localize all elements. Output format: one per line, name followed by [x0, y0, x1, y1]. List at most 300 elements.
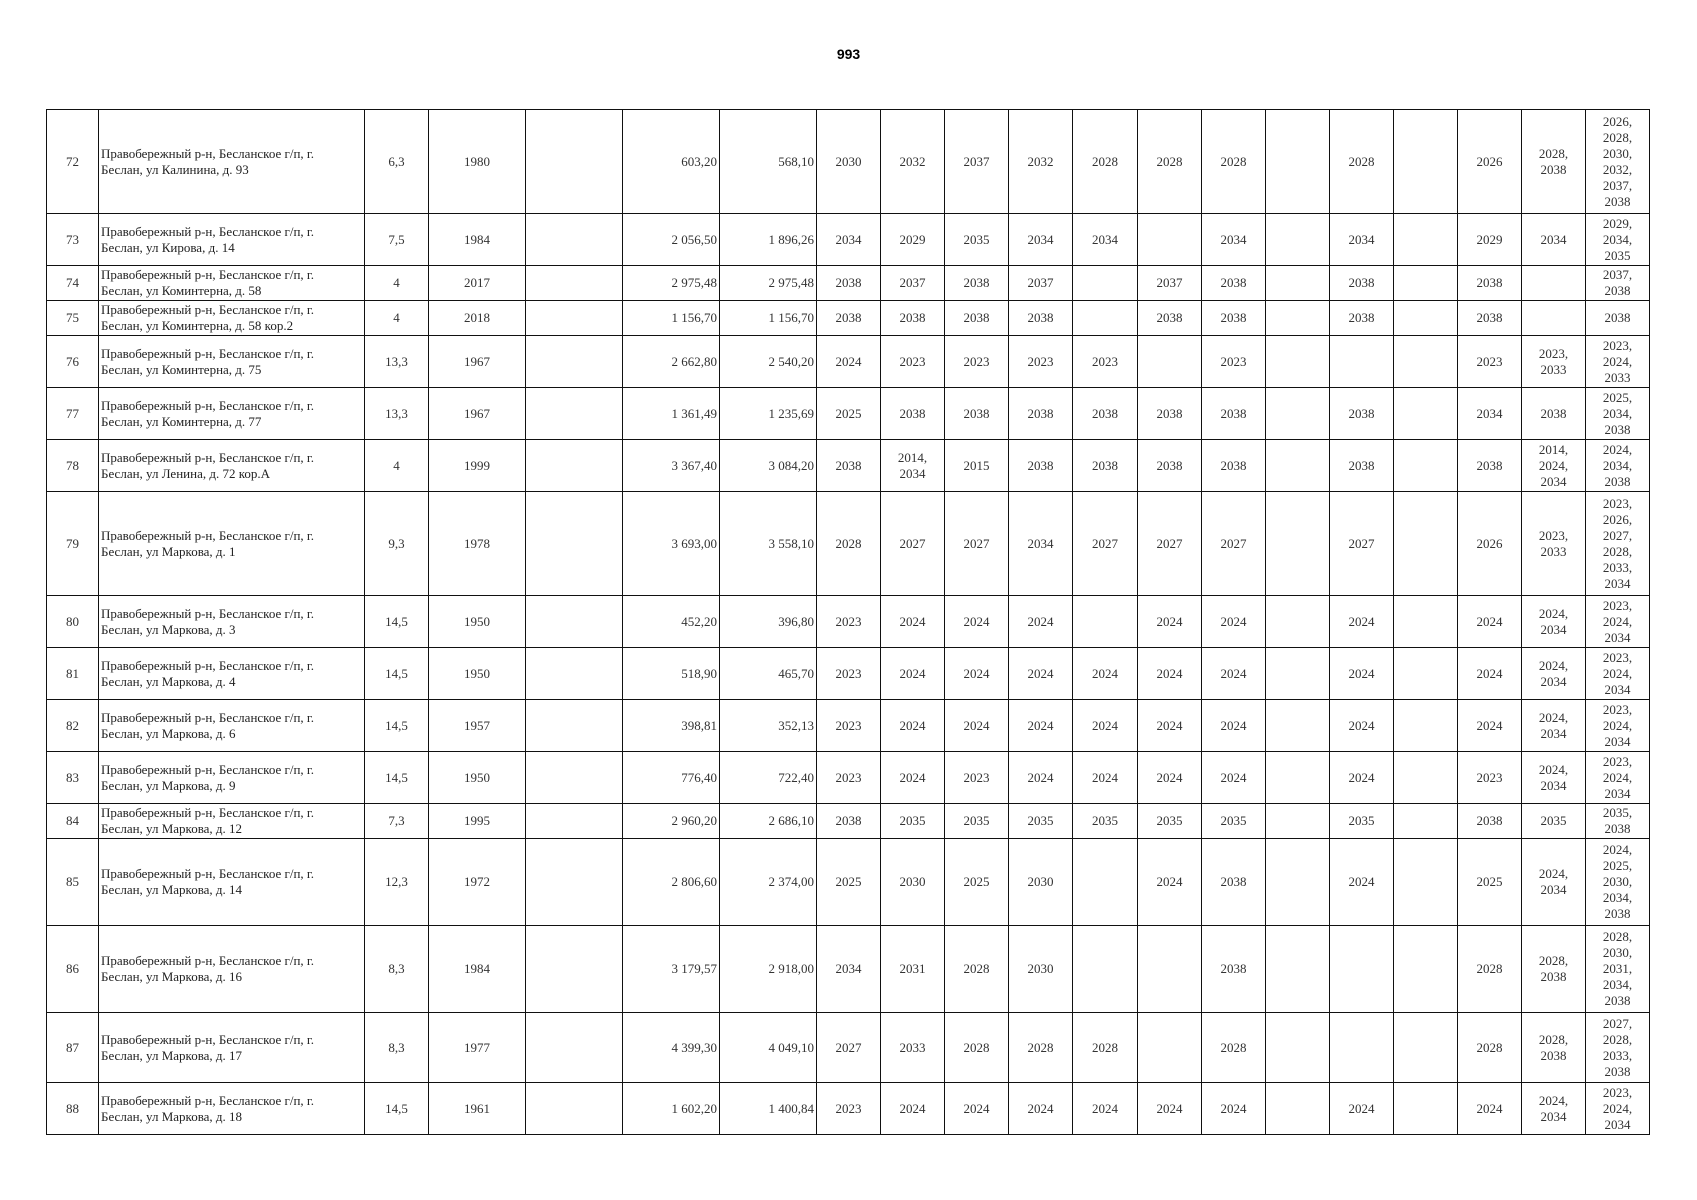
year-cell-c18: 2028, 2030, 2031, 2034, 2038: [1586, 926, 1650, 1013]
group-cell: 14,5: [365, 1083, 429, 1135]
year-cell-c15: [1394, 266, 1458, 301]
year-cell-c9: 2024: [1009, 596, 1073, 648]
year-cell-c16: 2026: [1458, 492, 1522, 596]
row-number-cell: 81: [47, 648, 99, 700]
year-cell-c9: 2037: [1009, 266, 1073, 301]
year-cell-c10: 2028: [1073, 110, 1138, 214]
year-cell-c10: 2035: [1073, 804, 1138, 839]
group-cell: 13,3: [365, 336, 429, 388]
year-cell-c12: 2023: [1202, 336, 1266, 388]
year-cell-c8: 2038: [945, 266, 1009, 301]
year-cell-c13: [1266, 926, 1330, 1013]
year-cell-c6: 2038: [817, 804, 881, 839]
year-built-cell: 2017: [429, 266, 526, 301]
year-cell-c9: 2038: [1009, 388, 1073, 440]
year-cell-c9: 2030: [1009, 839, 1073, 926]
year-cell-c16: 2028: [1458, 926, 1522, 1013]
year-cell-c10: 2038: [1073, 388, 1138, 440]
year-cell-c18: 2035, 2038: [1586, 804, 1650, 839]
living-area-cell: 1 896,26: [720, 214, 817, 266]
year-cell-c15: [1394, 492, 1458, 596]
row-number-cell: 84: [47, 804, 99, 839]
table-row: [47, 301, 1650, 336]
living-area-cell: 2 918,00: [720, 926, 817, 1013]
year-cell-c9: 2038: [1009, 440, 1073, 492]
year-cell-c18: 2027, 2028, 2033, 2038: [1586, 1013, 1650, 1083]
year-built-cell: 1995: [429, 804, 526, 839]
year-built-cell: 1999: [429, 440, 526, 492]
row-number-cell: 87: [47, 1013, 99, 1083]
table-row: [47, 266, 1650, 301]
year-cell-c16: 2038: [1458, 266, 1522, 301]
year-cell-c15: [1394, 648, 1458, 700]
year-cell-c13: [1266, 492, 1330, 596]
year-cell-c17: 2034: [1522, 214, 1586, 266]
year-cell-c6: 2025: [817, 388, 881, 440]
year-cell-c14: 2024: [1330, 752, 1394, 804]
year-cell-c13: [1266, 700, 1330, 752]
year-cell-c14: 2035: [1330, 804, 1394, 839]
empty-cell: [526, 926, 623, 1013]
year-cell-c16: 2023: [1458, 336, 1522, 388]
year-cell-c15: [1394, 752, 1458, 804]
year-cell-c18: 2026, 2028, 2030, 2032, 2037, 2038: [1586, 110, 1650, 214]
year-cell-c17: [1522, 266, 1586, 301]
year-cell-c9: 2035: [1009, 804, 1073, 839]
living-area-cell: 722,40: [720, 752, 817, 804]
year-cell-c15: [1394, 700, 1458, 752]
total-area-cell: 452,20: [623, 596, 720, 648]
year-cell-c17: [1522, 301, 1586, 336]
living-area-cell: 465,70: [720, 648, 817, 700]
year-cell-c8: 2028: [945, 926, 1009, 1013]
year-cell-c14: 2028: [1330, 110, 1394, 214]
living-area-cell: 1 235,69: [720, 388, 817, 440]
living-area-cell: 2 975,48: [720, 266, 817, 301]
year-cell-c13: [1266, 596, 1330, 648]
group-cell: 8,3: [365, 1013, 429, 1083]
living-area-cell: 3 558,10: [720, 492, 817, 596]
empty-cell: [526, 596, 623, 648]
address-cell: Правобережный р-н, Бесланское г/п, г. Беслан, ул Маркова, д. 4: [99, 648, 365, 700]
year-cell-c18: 2023, 2024, 2034: [1586, 596, 1650, 648]
empty-cell: [526, 804, 623, 839]
year-cell-c10: 2024: [1073, 752, 1138, 804]
empty-cell: [526, 336, 623, 388]
empty-cell: [526, 1083, 623, 1135]
year-cell-c12: 2038: [1202, 839, 1266, 926]
year-cell-c6: 2027: [817, 1013, 881, 1083]
year-cell-c10: 2034: [1073, 214, 1138, 266]
year-cell-c14: 2024: [1330, 648, 1394, 700]
year-cell-c7: 2027: [881, 492, 945, 596]
year-cell-c11: [1138, 926, 1202, 1013]
year-cell-c14: [1330, 926, 1394, 1013]
table-row: [47, 440, 1650, 492]
year-cell-c13: [1266, 266, 1330, 301]
year-cell-c16: 2024: [1458, 648, 1522, 700]
year-cell-c8: 2023: [945, 752, 1009, 804]
year-cell-c16: 2024: [1458, 700, 1522, 752]
year-cell-c11: [1138, 214, 1202, 266]
page-number: 993: [836, 46, 861, 62]
year-cell-c12: 2024: [1202, 700, 1266, 752]
year-cell-c11: 2024: [1138, 700, 1202, 752]
year-cell-c10: 2023: [1073, 336, 1138, 388]
year-cell-c6: 2038: [817, 266, 881, 301]
year-cell-c6: 2023: [817, 1083, 881, 1135]
year-cell-c10: [1073, 596, 1138, 648]
year-cell-c12: 2034: [1202, 214, 1266, 266]
year-cell-c17: 2023, 2033: [1522, 336, 1586, 388]
year-cell-c7: 2038: [881, 388, 945, 440]
row-number-cell: 76: [47, 336, 99, 388]
year-cell-c16: 2023: [1458, 752, 1522, 804]
table-row: [47, 336, 1650, 388]
year-cell-c13: [1266, 752, 1330, 804]
address-cell: Правобережный р-н, Бесланское г/п, г. Беслан, ул Маркова, д. 17: [99, 1013, 365, 1083]
year-cell-c18: 2023, 2026, 2027, 2028, 2033, 2034: [1586, 492, 1650, 596]
year-built-cell: 1984: [429, 926, 526, 1013]
table-row: [47, 926, 1650, 1013]
year-cell-c11: 2037: [1138, 266, 1202, 301]
address-cell: Правобережный р-н, Бесланское г/п, г. Беслан, ул Калинина, д. 93: [99, 110, 365, 214]
year-built-cell: 1984: [429, 214, 526, 266]
empty-cell: [526, 752, 623, 804]
year-cell-c15: [1394, 804, 1458, 839]
year-cell-c7: 2029: [881, 214, 945, 266]
year-cell-c13: [1266, 110, 1330, 214]
group-cell: 4: [365, 266, 429, 301]
year-cell-c18: 2024, 2034, 2038: [1586, 440, 1650, 492]
year-cell-c14: 2024: [1330, 839, 1394, 926]
row-number-cell: 78: [47, 440, 99, 492]
row-number-cell: 77: [47, 388, 99, 440]
year-cell-c11: 2027: [1138, 492, 1202, 596]
year-cell-c16: 2026: [1458, 110, 1522, 214]
year-cell-c15: [1394, 388, 1458, 440]
living-area-cell: 2 540,20: [720, 336, 817, 388]
year-cell-c17: 2024, 2034: [1522, 839, 1586, 926]
table-row: [47, 492, 1650, 596]
total-area-cell: 1 361,49: [623, 388, 720, 440]
year-cell-c11: 2024: [1138, 1083, 1202, 1135]
address-cell: Правобережный р-н, Бесланское г/п, г. Беслан, ул Маркова, д. 14: [99, 839, 365, 926]
year-cell-c13: [1266, 440, 1330, 492]
address-cell: Правобережный р-н, Бесланское г/п, г. Беслан, ул Маркова, д. 3: [99, 596, 365, 648]
row-number-cell: 73: [47, 214, 99, 266]
year-cell-c12: 2035: [1202, 804, 1266, 839]
year-cell-c6: 2025: [817, 839, 881, 926]
year-cell-c12: 2038: [1202, 926, 1266, 1013]
year-cell-c16: 2038: [1458, 804, 1522, 839]
year-cell-c11: 2024: [1138, 596, 1202, 648]
year-cell-c15: [1394, 301, 1458, 336]
year-cell-c18: 2023, 2024, 2033: [1586, 336, 1650, 388]
year-cell-c7: 2024: [881, 648, 945, 700]
year-cell-c17: 2023, 2033: [1522, 492, 1586, 596]
year-cell-c11: 2024: [1138, 648, 1202, 700]
year-cell-c12: 2038: [1202, 301, 1266, 336]
total-area-cell: 1 602,20: [623, 1083, 720, 1135]
year-cell-c6: 2038: [817, 301, 881, 336]
year-cell-c7: 2030: [881, 839, 945, 926]
year-cell-c10: 2027: [1073, 492, 1138, 596]
year-cell-c12: 2028: [1202, 110, 1266, 214]
total-area-cell: 2 662,80: [623, 336, 720, 388]
year-cell-c15: [1394, 926, 1458, 1013]
year-cell-c7: 2023: [881, 336, 945, 388]
year-cell-c16: 2025: [1458, 839, 1522, 926]
year-cell-c12: 2024: [1202, 596, 1266, 648]
year-cell-c9: 2024: [1009, 700, 1073, 752]
year-cell-c11: 2028: [1138, 110, 1202, 214]
year-cell-c16: 2024: [1458, 1083, 1522, 1135]
row-number-cell: 80: [47, 596, 99, 648]
year-cell-c13: [1266, 388, 1330, 440]
year-cell-c12: 2038: [1202, 440, 1266, 492]
table-row: [47, 700, 1650, 752]
total-area-cell: 2 975,48: [623, 266, 720, 301]
address-cell: Правобережный р-н, Бесланское г/п, г. Беслан, ул Коминтерна, д. 58: [99, 266, 365, 301]
year-cell-c17: 2024, 2034: [1522, 648, 1586, 700]
table-row: [47, 596, 1650, 648]
year-cell-c16: 2034: [1458, 388, 1522, 440]
year-cell-c14: 2038: [1330, 301, 1394, 336]
empty-cell: [526, 1013, 623, 1083]
year-cell-c16: 2028: [1458, 1013, 1522, 1083]
year-cell-c7: 2031: [881, 926, 945, 1013]
year-cell-c8: 2015: [945, 440, 1009, 492]
group-cell: 14,5: [365, 648, 429, 700]
year-cell-c17: 2024, 2034: [1522, 700, 1586, 752]
empty-cell: [526, 266, 623, 301]
total-area-cell: 3 367,40: [623, 440, 720, 492]
year-cell-c9: 2028: [1009, 1013, 1073, 1083]
empty-cell: [526, 492, 623, 596]
year-cell-c10: 2038: [1073, 440, 1138, 492]
row-number-cell: 74: [47, 266, 99, 301]
year-cell-c10: [1073, 266, 1138, 301]
row-number-cell: 85: [47, 839, 99, 926]
group-cell: 14,5: [365, 596, 429, 648]
year-cell-c15: [1394, 1083, 1458, 1135]
group-cell: 7,3: [365, 804, 429, 839]
year-cell-c6: 2028: [817, 492, 881, 596]
total-area-cell: 2 806,60: [623, 839, 720, 926]
year-cell-c18: 2023, 2024, 2034: [1586, 648, 1650, 700]
table-row: [47, 752, 1650, 804]
year-cell-c17: 2024, 2034: [1522, 752, 1586, 804]
row-number-cell: 82: [47, 700, 99, 752]
year-cell-c14: 2038: [1330, 440, 1394, 492]
group-cell: 14,5: [365, 752, 429, 804]
year-built-cell: 1950: [429, 648, 526, 700]
year-built-cell: 1950: [429, 596, 526, 648]
year-cell-c7: 2032: [881, 110, 945, 214]
year-cell-c7: 2024: [881, 596, 945, 648]
empty-cell: [526, 700, 623, 752]
year-built-cell: 1967: [429, 336, 526, 388]
year-cell-c6: 2023: [817, 596, 881, 648]
year-cell-c13: [1266, 1013, 1330, 1083]
year-cell-c9: 2034: [1009, 492, 1073, 596]
year-cell-c12: 2028: [1202, 1013, 1266, 1083]
table-row: [47, 804, 1650, 839]
group-cell: 7,5: [365, 214, 429, 266]
year-cell-c7: 2024: [881, 1083, 945, 1135]
row-number-cell: 83: [47, 752, 99, 804]
year-cell-c10: 2028: [1073, 1013, 1138, 1083]
year-cell-c7: 2035: [881, 804, 945, 839]
year-cell-c9: 2023: [1009, 336, 1073, 388]
living-area-cell: 396,80: [720, 596, 817, 648]
year-cell-c6: 2034: [817, 926, 881, 1013]
year-cell-c15: [1394, 596, 1458, 648]
year-built-cell: 1950: [429, 752, 526, 804]
year-cell-c17: 2024, 2034: [1522, 596, 1586, 648]
total-area-cell: 1 156,70: [623, 301, 720, 336]
row-number-cell: 72: [47, 110, 99, 214]
row-number-cell: 86: [47, 926, 99, 1013]
year-cell-c16: 2029: [1458, 214, 1522, 266]
year-cell-c8: 2025: [945, 839, 1009, 926]
empty-cell: [526, 648, 623, 700]
year-cell-c8: 2024: [945, 648, 1009, 700]
living-area-cell: 2 374,00: [720, 839, 817, 926]
empty-cell: [526, 110, 623, 214]
year-cell-c18: 2023, 2024, 2034: [1586, 752, 1650, 804]
year-built-cell: 1967: [429, 388, 526, 440]
address-cell: Правобережный р-н, Бесланское г/п, г. Беслан, ул Маркова, д. 16: [99, 926, 365, 1013]
living-area-cell: 1 400,84: [720, 1083, 817, 1135]
year-cell-c8: 2035: [945, 214, 1009, 266]
housing-register-table: [46, 109, 1650, 1135]
year-cell-c6: 2030: [817, 110, 881, 214]
empty-cell: [526, 301, 623, 336]
year-cell-c11: [1138, 336, 1202, 388]
address-cell: Правобережный р-н, Бесланское г/п, г. Беслан, ул Маркова, д. 6: [99, 700, 365, 752]
total-area-cell: 2 960,20: [623, 804, 720, 839]
year-cell-c9: 2024: [1009, 1083, 1073, 1135]
year-cell-c13: [1266, 648, 1330, 700]
address-cell: Правобережный р-н, Бесланское г/п, г. Беслан, ул Кирова, д. 14: [99, 214, 365, 266]
table-row: [47, 839, 1650, 926]
year-cell-c7: 2024: [881, 700, 945, 752]
year-built-cell: 1978: [429, 492, 526, 596]
year-cell-c17: 2035: [1522, 804, 1586, 839]
table-row: [47, 214, 1650, 266]
year-cell-c11: 2035: [1138, 804, 1202, 839]
address-cell: Правобережный р-н, Бесланское г/п, г. Беслан, ул Ленина, д. 72 кор.А: [99, 440, 365, 492]
year-cell-c15: [1394, 336, 1458, 388]
group-cell: 9,3: [365, 492, 429, 596]
total-area-cell: 3 179,57: [623, 926, 720, 1013]
year-cell-c14: 2024: [1330, 700, 1394, 752]
year-cell-c11: [1138, 1013, 1202, 1083]
year-cell-c17: 2028, 2038: [1522, 110, 1586, 214]
table-row: [47, 388, 1650, 440]
year-cell-c14: [1330, 1013, 1394, 1083]
year-cell-c9: 2024: [1009, 752, 1073, 804]
year-cell-c8: 2023: [945, 336, 1009, 388]
year-cell-c10: 2024: [1073, 700, 1138, 752]
year-cell-c10: 2024: [1073, 648, 1138, 700]
total-area-cell: 398,81: [623, 700, 720, 752]
year-cell-c6: 2034: [817, 214, 881, 266]
year-cell-c14: [1330, 336, 1394, 388]
address-cell: Правобережный р-н, Бесланское г/п, г. Беслан, ул Коминтерна, д. 77: [99, 388, 365, 440]
year-cell-c11: 2038: [1138, 301, 1202, 336]
empty-cell: [526, 214, 623, 266]
year-cell-c7: 2038: [881, 301, 945, 336]
living-area-cell: 352,13: [720, 700, 817, 752]
year-cell-c10: [1073, 926, 1138, 1013]
address-cell: Правобережный р-н, Бесланское г/п, г. Беслан, ул Коминтерна, д. 58 кор.2: [99, 301, 365, 336]
empty-cell: [526, 839, 623, 926]
group-cell: 13,3: [365, 388, 429, 440]
year-cell-c13: [1266, 214, 1330, 266]
table-row: [47, 110, 1650, 214]
year-built-cell: 1961: [429, 1083, 526, 1135]
row-number-cell: 79: [47, 492, 99, 596]
total-area-cell: 2 056,50: [623, 214, 720, 266]
year-cell-c16: 2038: [1458, 440, 1522, 492]
year-cell-c9: 2032: [1009, 110, 1073, 214]
group-cell: 4: [365, 440, 429, 492]
year-cell-c12: 2038: [1202, 266, 1266, 301]
year-cell-c14: 2024: [1330, 1083, 1394, 1135]
total-area-cell: 518,90: [623, 648, 720, 700]
year-built-cell: 1980: [429, 110, 526, 214]
living-area-cell: 2 686,10: [720, 804, 817, 839]
table-row: [47, 1083, 1650, 1135]
year-built-cell: 2018: [429, 301, 526, 336]
year-cell-c18: 2023, 2024, 2034: [1586, 700, 1650, 752]
address-cell: Правобережный р-н, Бесланское г/п, г. Беслан, ул Маркова, д. 1: [99, 492, 365, 596]
year-cell-c14: 2038: [1330, 266, 1394, 301]
group-cell: 14,5: [365, 700, 429, 752]
year-cell-c11: 2024: [1138, 752, 1202, 804]
year-cell-c13: [1266, 336, 1330, 388]
year-cell-c13: [1266, 804, 1330, 839]
year-cell-c10: 2024: [1073, 1083, 1138, 1135]
group-cell: 4: [365, 301, 429, 336]
year-cell-c8: 2035: [945, 804, 1009, 839]
year-cell-c6: 2038: [817, 440, 881, 492]
year-cell-c15: [1394, 440, 1458, 492]
row-number-cell: 88: [47, 1083, 99, 1135]
year-cell-c6: 2023: [817, 752, 881, 804]
year-built-cell: 1977: [429, 1013, 526, 1083]
year-cell-c17: 2028, 2038: [1522, 926, 1586, 1013]
year-cell-c9: 2030: [1009, 926, 1073, 1013]
empty-cell: [526, 388, 623, 440]
address-cell: Правобережный р-н, Бесланское г/п, г. Беслан, ул Маркова, д. 12: [99, 804, 365, 839]
year-cell-c18: 2025, 2034, 2038: [1586, 388, 1650, 440]
year-cell-c18: 2023, 2024, 2034: [1586, 1083, 1650, 1135]
total-area-cell: 603,20: [623, 110, 720, 214]
year-cell-c12: 2027: [1202, 492, 1266, 596]
year-built-cell: 1972: [429, 839, 526, 926]
year-cell-c14: 2034: [1330, 214, 1394, 266]
living-area-cell: 4 049,10: [720, 1013, 817, 1083]
empty-cell: [526, 440, 623, 492]
year-cell-c14: 2024: [1330, 596, 1394, 648]
living-area-cell: 3 084,20: [720, 440, 817, 492]
year-cell-c13: [1266, 839, 1330, 926]
year-cell-c8: 2037: [945, 110, 1009, 214]
